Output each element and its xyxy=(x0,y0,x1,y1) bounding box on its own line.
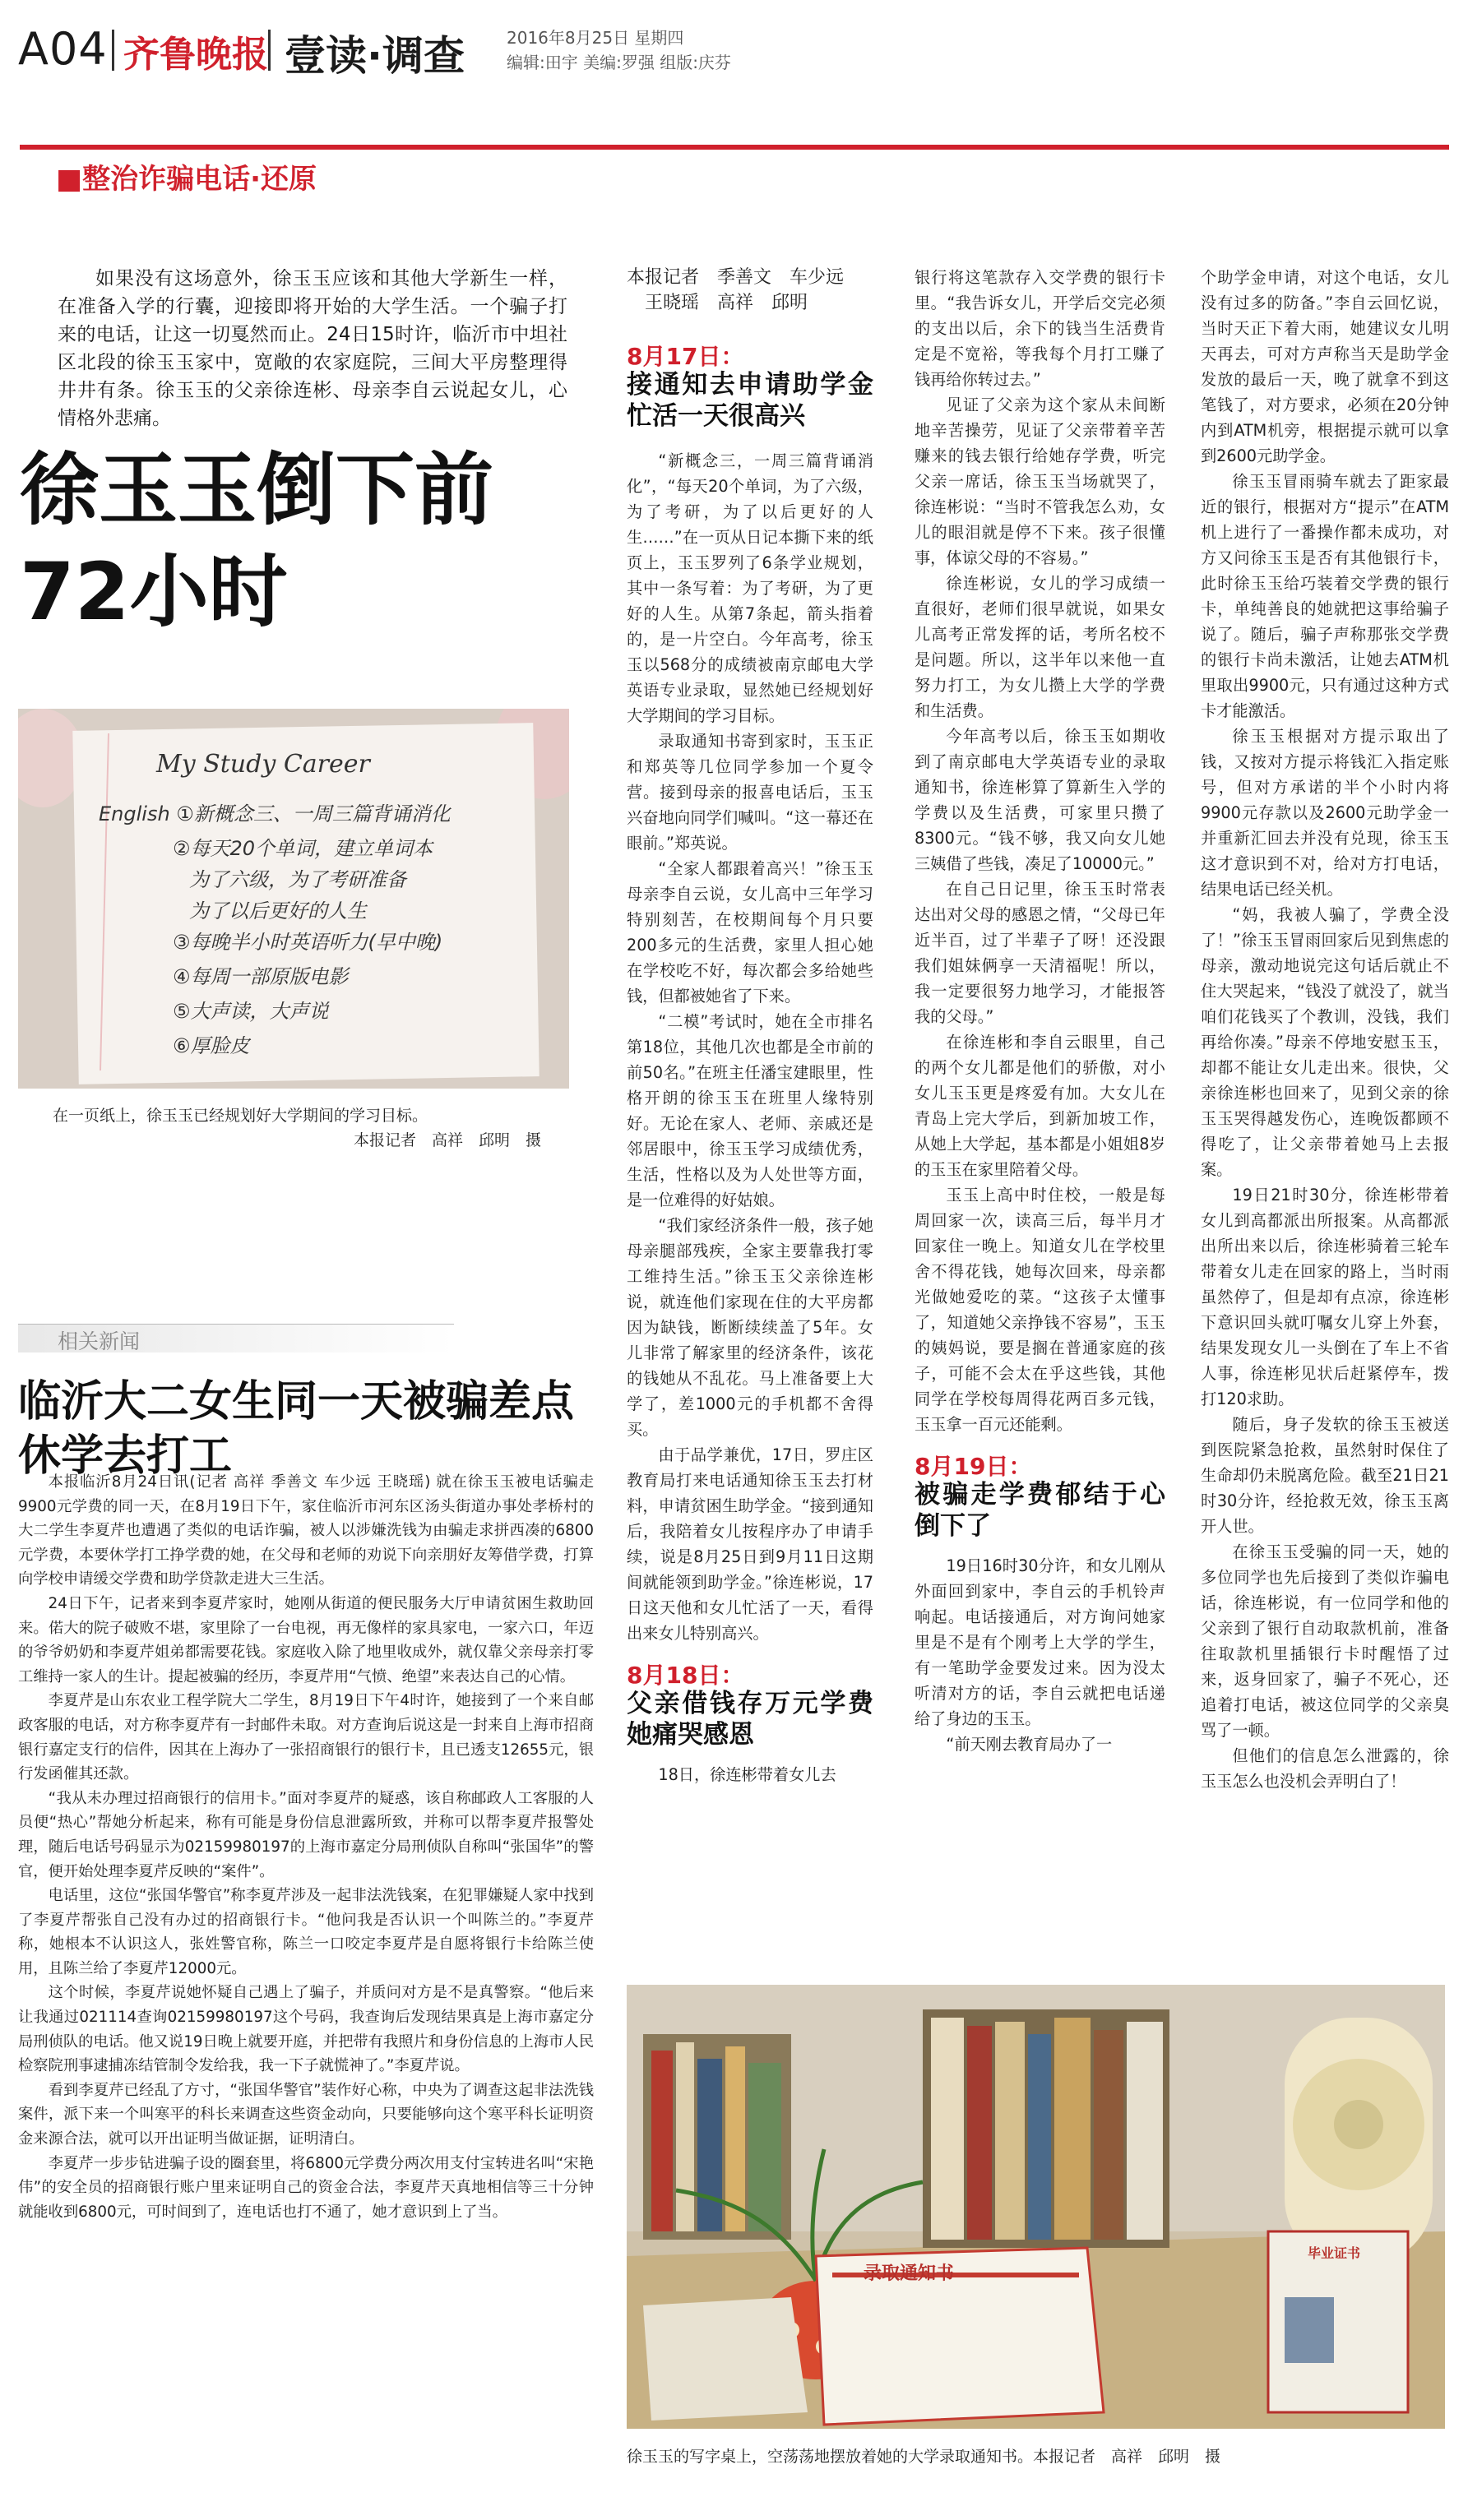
article-paragraph: 这个时候，李夏芹说她怀疑自己遇上了骗子，并质问对方是不是真警察。“他后来让我通过021114查询02159980197这个号码，我查询后发现结果真是上海市嘉定分局刑侦队的电话。他又说19日晚上就要开庭，并把带有我照片和身份信息的上海市人民检察院刑事逮捕冻结管制令发给我，我一下子就慌神了。”李夏芹说。 xyxy=(18,1984,594,2075)
photo-caption: 在一页纸上，徐玉玉已经规划好大学期间的学习目标。 xyxy=(53,1107,428,1125)
section-title: 被骗走学费郁结于心倒下了 xyxy=(915,1480,1165,1541)
article-paragraph: 徐玉玉根据对方提示取出了钱，又按对方提示将钱汇入指定账号，但对方承诺的半个小时内将9900元存款以及2600元助学金一并重新汇回去并没有兑现，徐玉玉这才意识到不对，给对方打电话，结果电话已经关机。 xyxy=(1201,727,1449,899)
page-number: A04 xyxy=(18,23,108,75)
article-paragraph: 由于品学兼优，17日，罗庄区教育局打来电话通知徐玉玉去打材料，申请贫困生助学金。“接到通知后，我陪着女儿按程序办了申请手续，说是8月25日到9月11日这期间就能领到助学金。”徐连彬说，17日这天他和女儿忙活了一天，看得出来女儿特别高兴。 xyxy=(627,1445,873,1643)
section-date: 8月17日： xyxy=(627,343,744,370)
article-paragraph: 在自己日记里，徐玉玉时常表达出对父母的感恩之情，“父母已年近半百，过了半辈子了呀！还没跟我们姐妹俩享一天清福呢！所以，我一定要很努力地学习，才能报答我的父母。” xyxy=(915,880,1165,1026)
photo-credit: 本报记者 高祥 邱明 摄 xyxy=(354,1131,542,1149)
desk-illustration xyxy=(627,1985,1445,2429)
note-line: ③每晚半小时英语听力(早中晚) xyxy=(173,931,443,954)
note-line: ⑥厚脸皮 xyxy=(173,1034,250,1057)
article-column-b xyxy=(627,265,873,1787)
article-paragraph: 19日16时30分许，和女儿刚从外面回到家中，李自云的手机铃声响起。电话接通后，对方询问她家里是不是有个刚考上大学的学生，有一笔助学金要发过来。因为没太听清对方的话，李自云就把电话递给了身边的玉玉。 xyxy=(915,1556,1165,1728)
article-paragraph: “妈，我被人骗了，学费全没了！”徐玉玉冒雨回家后见到焦虑的母亲，激动地说完这句话后就止不住大哭起来，“钱没了就没了，就当咱们花钱买了个教训，没钱，我们再给你凑。”母亲不停地安慰玉玉，却都不能让女儿走出来。很快，父亲徐连彬也回来了，见到父亲的徐玉玉哭得越发伤心，连晚饭都顾不得吃了，让父亲带着她马上去报案。 xyxy=(1201,905,1449,1179)
article-paragraph: 李夏芹是山东农业工程学院大二学生，8月19日下午4时许，她接到了一个来自邮政客服的电话，对方称李夏芹有一封邮件未取。对方查询后说这是一封来自上海市招商银行嘉定支行的信件，因其在上海办了一张招商银行的银行卡，且已透支12655元，银行发函催其还款。 xyxy=(18,1692,594,1783)
article-paragraph: “全家人都跟着高兴！”徐玉玉母亲李自云说，女儿高中三年学习特别刻苦，在校期间每个月只要200多元的生活费，家里人担心她在学校吃不好，每次都会多给她些钱，但都被她省了下来。 xyxy=(627,859,873,1006)
photo-caption: 徐玉玉的写字桌上，空荡荡地摆放着她的大学录取通知书。本报记者 高祥 邱明 摄 xyxy=(627,2448,1221,2466)
article-paragraph: 本报临沂8月24日讯(记者 高祥 季善文 车少远 王晓瑶) 就在徐玉玉被电话骗走9900元学费的同一天，在8月19日下午，家住临沂市河东区汤头街道办事处孝桥村的大二学生李夏芹也遭遇了类似的电话诈骗，被人以涉嫌洗钱为由骗走求拼西凑的6800元学费，本要休学打工挣学费的她，在父母和老师的劝说下向亲朋好友筹借学费，打算向学校申请缓交学费和助学贷款走进大三生活。 xyxy=(18,1473,594,1588)
masthead-divider xyxy=(112,30,114,71)
byline: 本报记者 季善文 车少远 xyxy=(627,267,845,288)
staff-credits: 编辑:田宇 美编:罗强 组版:庆芬 xyxy=(507,53,731,72)
article-paragraph: 看到李夏芹已经乱了方寸，“张国华警官”装作好心称，中央为了调查这起非法洗钱案件，派下来一个叫寒平的科长来调查这些资金动向，只要能够向这个寒平科长证明资金来源合法，就可以开出证明当做证据，证明清白。 xyxy=(18,2081,594,2148)
desk-photo xyxy=(627,1985,1445,2429)
article-paragraph: “我从未办理过招商银行的信用卡。”面对李夏芹的疑惑，该自称邮政人工客服的人员便“热心”帮她分析起来，称有可能是身份信息泄露所致，并称可以帮李夏芹报警处理，随后电话号码显示为02159980197的上海市嘉定分局刑侦队自称叫“张国华”的警官，便开始处理李夏芹反映的“案件”。 xyxy=(18,1789,594,1880)
article-paragraph: 录取通知书寄到家时，玉玉正和郑英等几位同学参加一个夏令营。接到母亲的报喜电话后，玉玉兴奋地向同学们喊叫。“这一幕还在眼前。”郑英说。 xyxy=(627,732,873,853)
note-line: English ①新概念三、一周三篇背诵消化 xyxy=(99,802,451,825)
related-article-body xyxy=(18,1470,594,2224)
article-paragraph: 随后，身子发软的徐玉玉被送到医院紧急抢救，虽然射时保住了生命却仍未脱离危险。截至21日21时30分许，经抢救无效，徐玉玉离开人世。 xyxy=(1201,1415,1449,1536)
article-paragraph: 24日下午，记者来到李夏芹家时，她刚从街道的便民服务大厅申请贫困生救助回来。偌大的院子破败不堪，家里除了一台电视，再无像样的家具家电，一家六口，年迈的爷爷奶奶和李夏芹姐弟都需要花钱。家庭收入除了地里收成外，就仅靠父亲母亲打零工维持一家人的生计。提起被骗的经历，李夏芹用“气愤、绝望”来表达自己的心情。 xyxy=(18,1594,594,1685)
related-news-label: 相关新闻 xyxy=(58,1329,141,1353)
section-title: 接通知去申请助学金忙活一天很高兴 xyxy=(627,370,873,431)
main-headline: 徐玉玉倒下前72小时 xyxy=(20,444,493,638)
note-line: My Study Career xyxy=(156,750,370,779)
section-name: 壹读·调查 xyxy=(285,32,465,80)
article-paragraph: 电话里，这位“张国华警官”称李夏芹涉及一起非法洗钱案，在犯罪嫌疑人家中找到了李夏芹帮张自己没有办过的招商银行卡。“他问我是否认识一个叫陈兰的。”李夏芹称，她根本不认识这人，张姓警官称，陈兰一口咬定李夏芹是自愿将银行卡给陈兰使用，且陈兰给了李夏芹12000元。 xyxy=(18,1887,594,1977)
masthead-divider xyxy=(268,30,271,71)
note-line: 为了六级，为了考研准备 xyxy=(189,868,406,891)
article-paragraph: 今年高考以后，徐玉玉如期收到了南京邮电大学英语专业的录取通知书，徐连彬算了算新生入学的学费以及生活费，可家里只攒了8300元。“钱不够，我又向女儿她三姨借了些钱，凑足了10000元。” xyxy=(915,727,1165,873)
article-paragraph: 在徐连彬和李自云眼里，自己的两个女儿都是他们的骄傲，对小女儿玉玉更是疼爱有加。大女儿在青岛上完大学后，到新加坡工作，从她上大学起，基本都是小姐姐8岁的玉玉在家里陪着父母。 xyxy=(915,1033,1165,1179)
article-paragraph: 徐连彬说，女儿的学习成绩一直很好，老师们很早就说，如果女儿高考正常发挥的话，考所名校不是问题。所以，这半年以来他一直努力打工，为女儿攒上大学的学费和生活费。 xyxy=(915,574,1165,720)
section-date: 8月18日： xyxy=(627,1662,744,1689)
article-paragraph: 但他们的信息怎么泄露的，徐玉玉怎么也没机会弄明白了！ xyxy=(1201,1746,1449,1791)
topic-label: ■整治诈骗电话·还原 xyxy=(56,163,317,196)
article-paragraph: “二模”考试时，她在全市排名第18位，其他几次也都是全市前的前50名。”在班主任潘宝建眼里，性格开朗的徐玉玉在班里人缘特别好。无论在家人、老师、亲戚还是邻居眼中，徐玉玉学习成绩优秀，生活，性格以及为人处世等方面，是一位难得的好姑娘。 xyxy=(627,1012,873,1209)
article-paragraph: 见证了父亲为这个家从未间断地辛苦操劳，见证了父亲带着辛苦赚来的钱去银行给她存学费，听完父亲一席话，徐玉玉当场就哭了，徐连彬说：“当时不管我怎么劝，女儿的眼泪就是停不下来。孩子很懂事，体谅父母的不容易。” xyxy=(915,395,1165,567)
certificate-label: 毕业证书 xyxy=(1308,2245,1361,2261)
article-paragraph: 在徐玉玉受骗的同一天，她的多位同学也先后接到了类似诈骗电话，徐连彬说，有一位同学和他的父亲到了银行自动取款机前，准备往取款机里插银行卡时醒悟了过来，返身回家了，骗子不死心，还追着打电话，被这位同学的父亲臭骂了一顿。 xyxy=(1201,1542,1449,1740)
issue-date: 2016年8月25日 星期四 xyxy=(507,28,684,48)
article-paragraph: 银行将这笔款存入交学费的银行卡里。“我告诉女儿，开学后交完必须的支出以后，余下的钱当生活费肯定是不宽裕，等我每个月打工赚了钱再给你转过去。” xyxy=(915,268,1165,389)
article-paragraph: 个助学金申请，对这个电话，女儿没有过多的防备。”李自云回忆说，当时天正下着大雨，她建议女儿明天再去，可对方声称当天是助学金发放的最后一天，晚了就拿不到这笔钱了，对方要求，必须在20分钟内到ATM机旁，根据提示就可以拿到2600元助学金。 xyxy=(1201,268,1449,465)
note-line: ②每天20个单词，建立单词本 xyxy=(173,837,433,860)
article-paragraph: 18日，徐连彬带着女儿去 xyxy=(658,1765,836,1784)
section-title: 父亲借钱存万元学费她痛哭感恩 xyxy=(627,1689,873,1750)
article-paragraph: “新概念三，一周三篇背诵消化”，“每天20个单词，为了六级，为了考研，为了以后更好的人生……”在一页从日记本撕下来的纸页上，玉玉罗列了6条学业规划，其中一条写着：为了考研，为了更好的人生。从第7条起，箭头指着的，是一片空白。今年高考，徐玉玉以568分的成绩被南京邮电大学英语专业录取，显然她已经规划好大学期间的学习目标。 xyxy=(627,451,873,725)
article-column-d xyxy=(1201,265,1449,1794)
top-rule xyxy=(20,145,1449,150)
article-paragraph: 李夏芹一步步钻进骗子设的圈套里，将6800元学费分两次用支付宝转进名叫“宋艳伟”的安全员的招商银行账户里来证明自己的资金合法，李夏芹天真地相信等三十分钟就能收到6800元，可时间到了，连电话也打不通了，她才意识到上了当。 xyxy=(18,2154,594,2221)
article-column-c xyxy=(915,265,1165,1757)
related-headline: 临沂大二女生同一天被骗差点休学去打工 xyxy=(18,1377,575,1481)
note-line: ⑤大声读，大声说 xyxy=(173,1000,329,1023)
article-paragraph: 19日21时30分，徐连彬带着女儿到高都派出所报案。从高都派出所出来以后，徐连彬骑着三轮车带着女儿走在回家的路上，当时雨虽然停了，但是却有点凉，徐连彬下意识回头就叮嘱女儿穿上外套，结果发现女儿一头倒在了车上不省人事，徐连彬见状后赶紧停车，拨打120求助。 xyxy=(1201,1186,1449,1408)
lead-paragraph: 如果没有这场意外，徐玉玉应该和其他大学新生一样，在准备入学的行囊，迎接即将开始的大学生活。一个骗子打来的电话，让这一切戛然而止。24日15时许，临沂市中坦社区北段的徐玉玉家中，宽敞的农家庭院，三间大平房整理得井井有条。徐玉玉的父亲徐连彬、母亲李自云说起女儿，心情格外悲痛。 xyxy=(58,268,567,429)
article-paragraph: 徐玉玉冒雨骑车就去了距家最近的银行，根据对方“提示”在ATM机上进行了一番操作都未成功，对方又问徐玉玉是否有其他银行卡，此时徐玉玉给巧装着交学费的银行卡，单纯善良的她就把这事给骗子说了。随后，骗子声称那张交学费的银行卡尚未激活，让她去ATM机里取出9900元，只有通过这种方式卡才能激活。 xyxy=(1201,472,1449,720)
admission-notice-title: 录取通知书 xyxy=(864,2263,955,2284)
byline: 王晓瑶 高祥 邱明 xyxy=(645,293,808,313)
article-paragraph: “前天刚去教育局办了一 xyxy=(946,1735,1113,1754)
section-date: 8月19日： xyxy=(915,1453,1032,1480)
article-paragraph: 玉玉上高中时住校，一般是每周回家一次，读高三后，每半月才回家住一晚上。知道女儿在学校里舍不得花钱，她每次回来，母亲都光做她爱吃的菜。“这孩子太懂事了，知道她父亲挣钱不容易”，玉玉的姨妈说，要是搁在普通家庭的孩子，可能不会太在乎这些钱，其他同学在学校每周得花两百多元钱，玉玉拿一百元还能剩。 xyxy=(915,1186,1165,1434)
note-line: 为了以后更好的人生 xyxy=(189,899,367,922)
note-line: ④每周一部原版电影 xyxy=(173,965,349,988)
article-paragraph: “我们家经济条件一般，孩子她母亲腿部残疾，全家主要靠我打零工维持生活。”徐玉玉父亲徐连彬说，就连他们家现在住的大平房都因为缺钱，断断续续盖了5年。女儿非常了解家里的经济条件，该花的钱她从不乱花。马上准备要上大学了，差1000元的手机都不舍得买。 xyxy=(627,1216,873,1439)
paper-name: 齐鲁晚报 xyxy=(123,34,268,76)
